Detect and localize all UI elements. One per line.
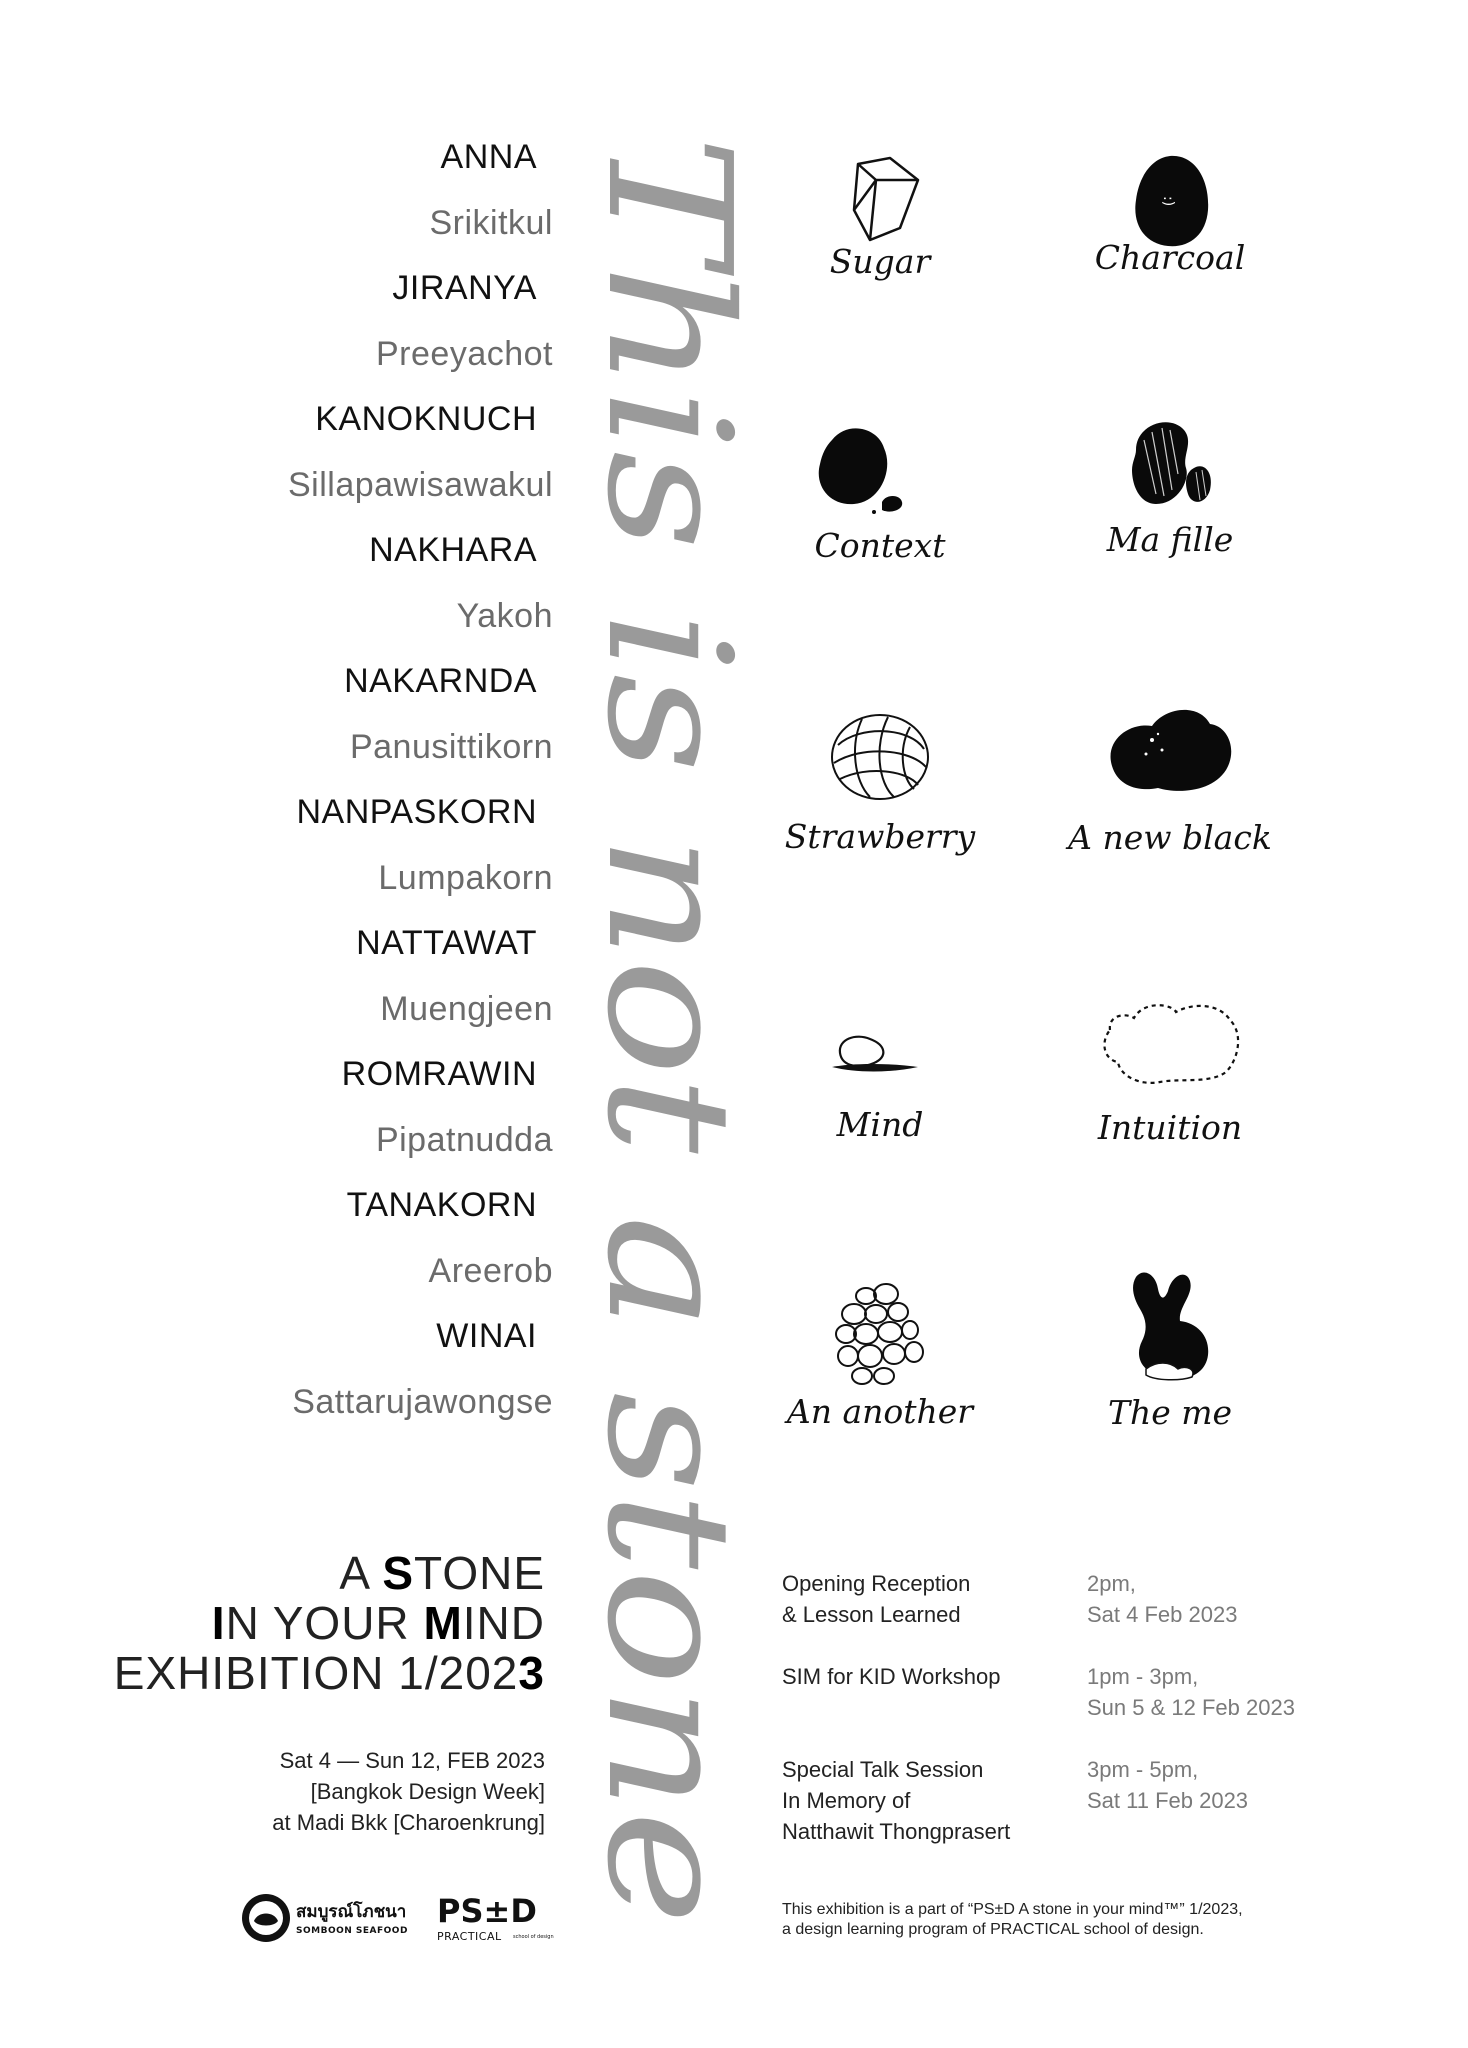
event-name: [Bangkok Design Week] (310, 1779, 545, 1804)
artist-last-name: Sattarujawongse (292, 1383, 553, 1421)
work-context (770, 418, 990, 588)
work-intuition (1060, 990, 1280, 1160)
schedule-item (782, 1568, 1382, 1630)
schedule-date: Sun 5 & 12 Feb 2023 (1087, 1695, 1295, 1720)
vertical-script-title (569, 135, 767, 1945)
work-the-me (1060, 1265, 1280, 1435)
work-a-new-black (1060, 700, 1280, 870)
artist-last-name: Panusittikorn (349, 728, 553, 766)
title-line (95, 1598, 545, 1648)
schedule-title: Special Talk Session (782, 1757, 984, 1782)
artist-first-name: NATTAWAT (356, 924, 537, 962)
artist-first-name: NAKHARA (369, 531, 537, 569)
svg-text::): :) (1160, 196, 1176, 207)
artist-first-name: TANAKORN (346, 1186, 537, 1224)
title-line (95, 1548, 545, 1598)
schedule-date: Sat 4 Feb 2023 (1087, 1602, 1238, 1627)
work-label: The me (1107, 1393, 1233, 1432)
artist-first-name: NAKARNDA (344, 662, 537, 700)
title-text-bold: S (382, 1547, 415, 1599)
title-text: N YOUR (225, 1597, 424, 1649)
artist-last-name: Yakoh (456, 597, 553, 635)
artist-last-name: Sillapawisawakul (287, 466, 553, 504)
schedule-title: In Memory of (782, 1788, 911, 1813)
schedule-item (782, 1661, 1382, 1723)
artist-last-name: Muengjeen (380, 990, 553, 1028)
schedule-time: 3pm - 5pm, (1087, 1757, 1199, 1782)
somboon-thai-text: สมบูรณ์โภชนา (296, 1902, 407, 1922)
title-text: TONE (414, 1547, 545, 1599)
crystal-outline-icon (770, 150, 990, 320)
work-charcoal (1060, 150, 1280, 320)
title-text-bold: M (423, 1597, 463, 1649)
schedule-title: Natthawit Thongprasert (782, 1819, 1011, 1844)
venue: at Madi Bkk [Charoenkrung] (272, 1810, 545, 1835)
work-label: Ma fille (1106, 520, 1234, 559)
work-an-another (770, 1280, 990, 1450)
work-ma-fille (1060, 410, 1280, 580)
exhibition-details (95, 1745, 545, 1838)
work-sugar (770, 150, 990, 320)
footnote-line: This exhibition is a part of “PS±D A stone in your mind™” 1/2023, (782, 1901, 1243, 1918)
artist-first-name: NANPASKORN (296, 793, 537, 831)
artist-first-name: ROMRAWIN (341, 1055, 537, 1093)
work-mind (770, 1005, 990, 1175)
schedule-item (782, 1754, 1382, 1847)
work-label: Sugar (829, 242, 931, 281)
artist-last-name: Preeyachot (376, 335, 553, 373)
schedule-time: 2pm, (1087, 1571, 1136, 1596)
footnote-line: a design learning program of PRACTICAL school of design. (782, 1921, 1204, 1938)
artist-first-name: KANOKNUCH (315, 400, 537, 438)
schedule-time: 1pm - 3pm, (1087, 1664, 1199, 1689)
title-text-bold: I (211, 1597, 226, 1649)
psd-small-text: school of design (513, 1934, 554, 1940)
work-strawberry (770, 705, 990, 875)
artist-last-name: Lumpakorn (378, 859, 553, 897)
date-range: Sat 4 — Sun 12, FEB 2023 (279, 1748, 545, 1773)
work-label: An another (786, 1392, 974, 1431)
title-line (95, 1648, 545, 1698)
schedule-title: Opening Reception (782, 1571, 971, 1596)
work-label: A new black (1068, 818, 1272, 857)
work-label: Intuition (1097, 1108, 1243, 1147)
schedule-title: & Lesson Learned (782, 1602, 961, 1627)
vertical-script-text: This is not a stone (569, 135, 767, 1707)
artist-last-name: Areerob (428, 1252, 553, 1290)
artist-last-name: Pipatnudda (375, 1121, 553, 1159)
work-label: Mind (836, 1105, 924, 1144)
psd-logo (437, 1888, 554, 1948)
black-blob-smiley-icon (1060, 150, 1280, 320)
title-text: EXHIBITION 1/202 (113, 1647, 519, 1699)
somboon-en-text: SOMBOON SEAFOOD (296, 1926, 408, 1936)
somboon-seafood-logo (240, 1891, 420, 1945)
work-label: Charcoal (1094, 238, 1246, 277)
schedule-title: SIM for KID Workshop (782, 1664, 1001, 1689)
artist-first-name: JIRANYA (392, 269, 537, 307)
footnote (782, 1900, 1342, 1940)
artist-first-name: WINAI (436, 1317, 537, 1355)
psd-sub-text: PRACTICAL (437, 1930, 502, 1943)
artist-first-name: ANNA (440, 138, 537, 176)
exhibition-title (95, 1548, 545, 1698)
schedule-date: Sat 11 Feb 2023 (1087, 1788, 1249, 1813)
work-label: Context (814, 526, 946, 565)
title-text-bold: 3 (518, 1647, 545, 1699)
psd-main-text: PS±D (437, 1892, 537, 1930)
title-text: IND (462, 1597, 545, 1649)
pebble-shadow-icon (770, 1005, 990, 1175)
title-text: A (339, 1547, 383, 1599)
artist-last-name: Srikitkul (429, 204, 553, 242)
work-label: Strawberry (784, 817, 976, 856)
